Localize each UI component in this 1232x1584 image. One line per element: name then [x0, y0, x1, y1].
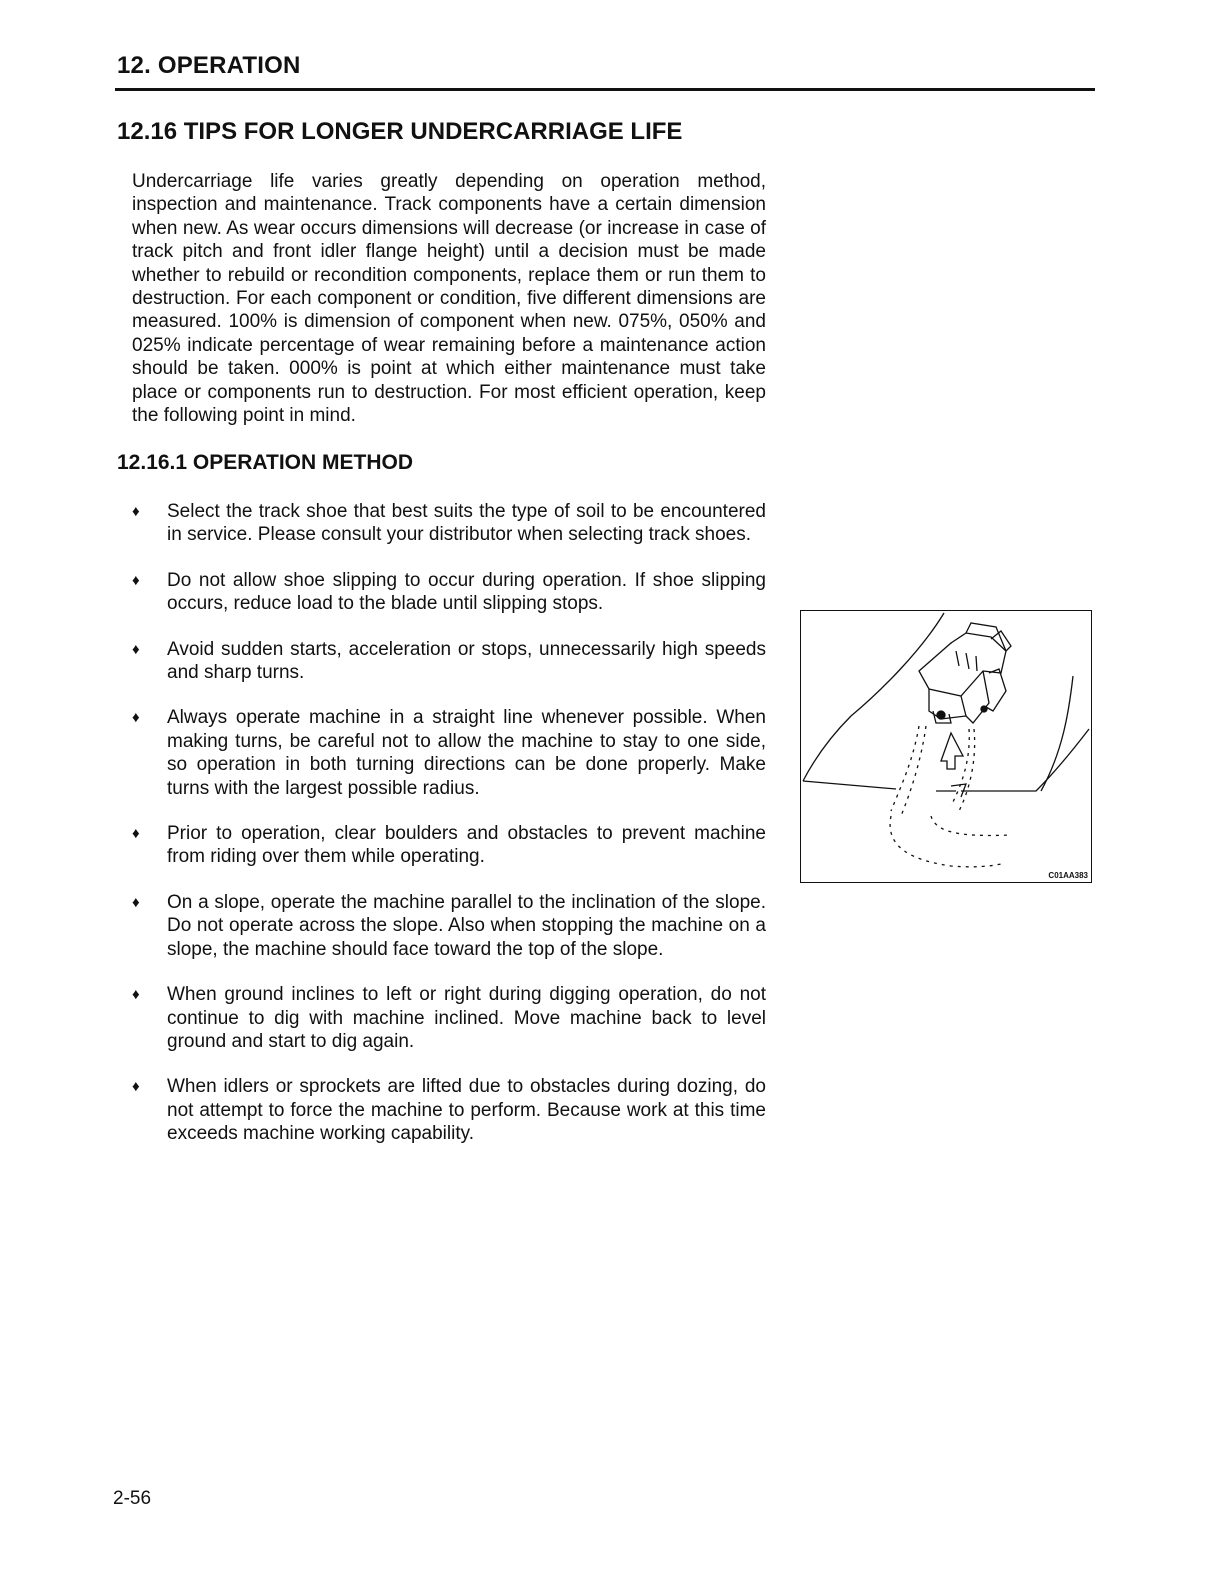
- list-item-text: On a slope, operate the machine parallel to the inclination of the slope. Do not operate across the slope. Also when stopping the machine on a slope, the machine should face toward the top of the slope.: [167, 891, 766, 960]
- diamond-bullet-icon: ♦: [132, 709, 140, 727]
- operation-method-list: [132, 500, 766, 1168]
- subsection-title: 12.16.1 OPERATION METHOD: [117, 451, 414, 474]
- diamond-bullet-icon: ♦: [132, 640, 140, 658]
- diamond-bullet-icon: ♦: [132, 825, 140, 843]
- list-item-text: When idlers or sprockets are lifted due to obstacles during dozing, do not attempt to force the machine to perform. Because work at this time exceeds machine working capability.: [167, 1076, 766, 1145]
- list-item: [132, 638, 766, 685]
- slope-right-edge: [1041, 676, 1073, 791]
- figure-code: C01AA383: [1048, 871, 1088, 880]
- slope-bottom-right-edge: [961, 729, 1089, 791]
- direction-arrow: [941, 733, 963, 769]
- list-item: [132, 706, 766, 800]
- list-item: [132, 569, 766, 616]
- section-title: 12.16 TIPS FOR LONGER UNDERCARRIAGE LIFE: [117, 118, 683, 145]
- list-item-text: Always operate machine in a straight line whenever possible. When making turns, be careful not to allow the machine to stay to one side, so operation in both turning directions can be done properly. Make turns with the largest possible radius.: [167, 707, 766, 799]
- list-item-text: Do not allow shoe slipping to occur during operation. If shoe slipping occurs, reduce load to the blade until slipping stops.: [167, 569, 766, 615]
- page-header-title: 12. OPERATION: [117, 52, 301, 79]
- dozer-on-slope-drawing: [801, 611, 1091, 882]
- diamond-bullet-icon: ♦: [132, 893, 140, 911]
- diamond-bullet-icon: ♦: [132, 503, 140, 520]
- list-item: [132, 500, 766, 547]
- intro-paragraph: Undercarriage life varies greatly depending on operation method, inspection and maintenance. Track components have a certain dimension when new. As wear occurs dimensions will decrease (or increase in case of track pitch and front idler flange height) until a decision must be made whether to rebuild or recondition components, replace them or run them to destruction. For each component or condition, five different dimensions are measured. 100% is dimension of component when new. 075%, 050% and 025% indicate percentage of wear remaining before a maintenance action should be taken. 000% is point at which either maintenance must take place or components run to destruction. For most efficient operation, keep the following point in mind.: [132, 171, 766, 427]
- diamond-bullet-icon: ♦: [132, 1078, 140, 1096]
- list-item: [132, 983, 766, 1053]
- slope-dozer-illustration: [800, 610, 1092, 883]
- track-path: [890, 726, 1011, 867]
- list-item: [132, 891, 766, 961]
- diamond-bullet-icon: ♦: [132, 571, 140, 589]
- slope-left-edge: [803, 613, 944, 781]
- list-item-text: When ground inclines to left or right during digging operation, do not continue to dig with machine inclined. Move machine back to level ground and start to dig again.: [167, 984, 766, 1052]
- list-item: [132, 1075, 766, 1145]
- list-item-text: Avoid sudden starts, acceleration or stops, unnecessarily high speeds and sharp turns.: [167, 638, 766, 684]
- list-item-text: Prior to operation, clear boulders and obstacles to prevent machine from riding over them while operating.: [167, 823, 766, 868]
- page-number: 2-56: [113, 1488, 152, 1509]
- diamond-bullet-icon: ♦: [132, 986, 140, 1004]
- dozer-machine: [919, 623, 1011, 723]
- list-item: [132, 822, 766, 869]
- list-item-text: Select the track shoe that best suits the type of soil to be encountered in service. Please consult your distributor when selecting track shoes.: [167, 501, 766, 546]
- slope-bottom-left-edge: [803, 781, 896, 789]
- header-rule: [115, 88, 1095, 91]
